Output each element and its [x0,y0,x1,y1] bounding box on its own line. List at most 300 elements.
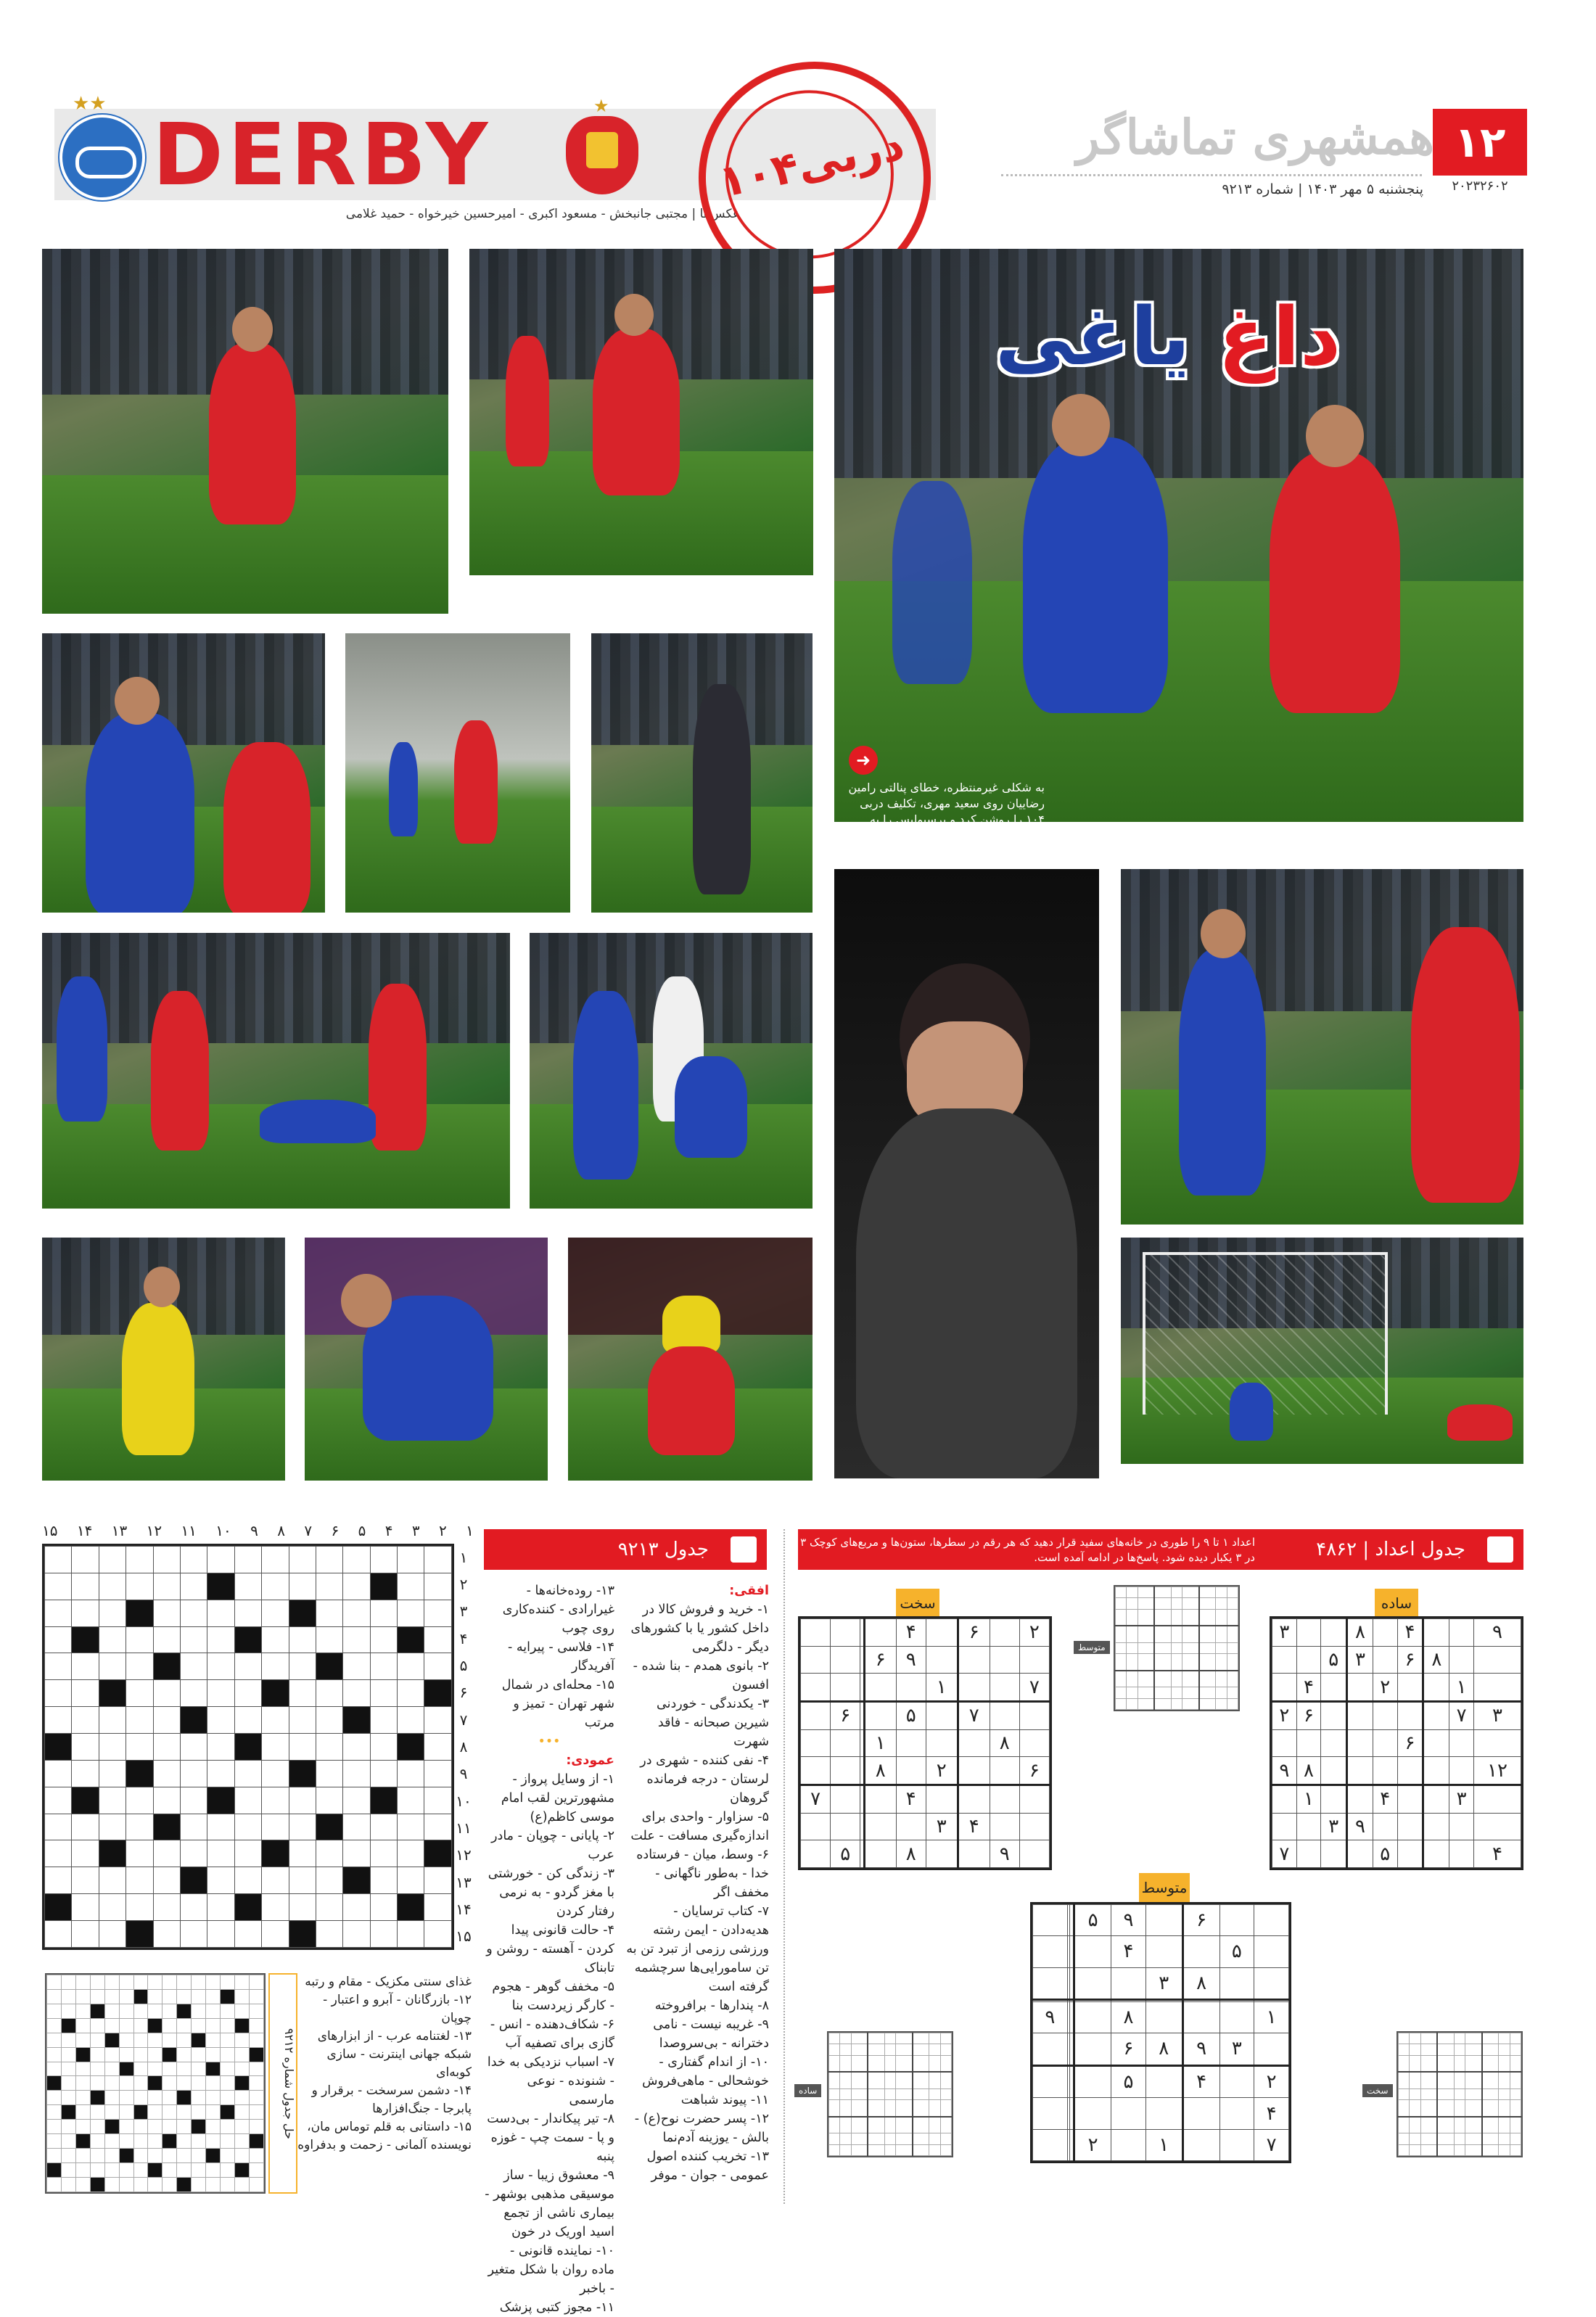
sudoku-cell[interactable] [1182,2098,1219,2129]
crossword-cell[interactable] [234,1573,261,1600]
crossword-cell[interactable] [316,1573,342,1600]
crossword-cell[interactable] [343,1547,370,1573]
crossword-cell[interactable] [424,1787,452,1814]
sudoku-cell[interactable] [926,1646,958,1674]
crossword-cell[interactable] [424,1921,452,1948]
sudoku-cell[interactable] [1111,2098,1146,2129]
sudoku-cell[interactable] [801,1729,831,1757]
sudoku-cell[interactable] [1182,2001,1219,2033]
crossword-cell[interactable] [424,1573,452,1600]
sudoku-cell[interactable] [1321,1840,1347,1868]
crossword-cell[interactable] [262,1760,289,1787]
crossword-cell[interactable] [72,1547,99,1573]
crossword-cell[interactable] [180,1734,207,1761]
crossword-cell[interactable] [424,1760,452,1787]
crossword-cell[interactable] [180,1547,207,1573]
sudoku-cell[interactable] [1033,2098,1068,2129]
sudoku-cell[interactable] [1347,1757,1373,1785]
crossword-cell[interactable] [262,1653,289,1680]
crossword-cell[interactable] [72,1840,99,1867]
sudoku-cell[interactable] [831,1757,860,1785]
crossword-cell[interactable] [262,1600,289,1626]
crossword-cell[interactable] [72,1867,99,1894]
crossword-cell[interactable] [45,1921,72,1948]
crossword-cell[interactable] [262,1573,289,1600]
crossword-cell[interactable] [153,1760,180,1787]
crossword-cell[interactable] [234,1867,261,1894]
crossword-cell[interactable] [398,1680,424,1707]
crossword-cell[interactable] [370,1894,397,1921]
crossword-cell[interactable] [262,1707,289,1734]
crossword-cell[interactable] [99,1626,126,1653]
sudoku-cell[interactable] [1321,1674,1347,1702]
crossword-cell[interactable] [207,1547,234,1573]
sudoku-cell[interactable] [1321,1619,1347,1647]
sudoku-cell[interactable] [1373,1701,1397,1729]
sudoku-hard[interactable] [798,1616,1052,1870]
crossword-cell[interactable] [72,1573,99,1600]
sudoku-cell[interactable] [896,1674,926,1702]
crossword-cell[interactable] [262,1894,289,1921]
sudoku-cell[interactable] [1033,1905,1068,1936]
sudoku-cell[interactable] [831,1646,860,1674]
crossword-cell[interactable] [45,1760,72,1787]
sudoku-cell[interactable] [1145,1936,1182,1967]
crossword-cell[interactable] [343,1787,370,1814]
sudoku-cell[interactable] [1449,1619,1474,1647]
crossword-cell[interactable] [234,1760,261,1787]
crossword-cell[interactable] [126,1734,153,1761]
crossword-cell[interactable] [72,1894,99,1921]
crossword-cell[interactable] [316,1680,342,1707]
sudoku-cell[interactable] [1272,1646,1297,1674]
sudoku-cell[interactable] [1296,1729,1321,1757]
crossword-cell[interactable] [207,1680,234,1707]
sudoku-cell[interactable] [1473,1729,1521,1757]
sudoku-cell[interactable] [1111,2129,1146,2160]
sudoku-cell[interactable] [1219,2098,1254,2129]
crossword-cell[interactable] [370,1734,397,1761]
crossword-cell[interactable] [234,1707,261,1734]
crossword-cell[interactable] [289,1894,316,1921]
crossword-cell[interactable] [45,1867,72,1894]
sudoku-cell[interactable] [1373,1729,1397,1757]
sudoku-cell[interactable] [1373,1619,1397,1647]
crossword-cell[interactable] [424,1707,452,1734]
sudoku-cell[interactable] [1296,1813,1321,1840]
sudoku-cell[interactable] [864,1813,896,1840]
crossword-cell[interactable] [207,1734,234,1761]
sudoku-cell[interactable] [1074,2065,1111,2098]
sudoku-cell[interactable] [1449,1729,1474,1757]
crossword-cell[interactable] [398,1787,424,1814]
crossword-cell[interactable] [153,1787,180,1814]
sudoku-cell[interactable] [1397,1785,1423,1814]
crossword-cell[interactable] [234,1787,261,1814]
crossword-cell[interactable] [370,1680,397,1707]
crossword-cell[interactable] [126,1867,153,1894]
crossword-cell[interactable] [398,1653,424,1680]
crossword-cell[interactable] [126,1707,153,1734]
crossword-cell[interactable] [424,1547,452,1573]
crossword-cell[interactable] [126,1814,153,1840]
crossword-cell[interactable] [153,1894,180,1921]
crossword-cell[interactable] [153,1600,180,1626]
crossword-cell[interactable] [343,1894,370,1921]
crossword-cell[interactable] [370,1921,397,1948]
crossword-cell[interactable] [99,1894,126,1921]
crossword-cell[interactable] [153,1840,180,1867]
crossword-cell[interactable] [207,1707,234,1734]
sudoku-cell[interactable] [1219,1905,1254,1936]
crossword-cell[interactable] [99,1653,126,1680]
crossword-cell[interactable] [398,1600,424,1626]
sudoku-cell[interactable] [1347,1674,1373,1702]
crossword-cell[interactable] [99,1547,126,1573]
crossword-cell[interactable] [207,1867,234,1894]
sudoku-cell[interactable] [1219,2065,1254,2098]
crossword-cell[interactable] [99,1814,126,1840]
crossword-cell[interactable] [370,1547,397,1573]
sudoku-cell[interactable] [990,1701,1019,1729]
crossword-cell[interactable] [72,1814,99,1840]
crossword-cell[interactable] [343,1680,370,1707]
crossword-cell[interactable] [180,1680,207,1707]
sudoku-cell[interactable] [801,1757,831,1785]
crossword-cell[interactable] [153,1707,180,1734]
crossword-cell[interactable] [234,1653,261,1680]
sudoku-cell[interactable] [1423,1757,1449,1785]
crossword-cell[interactable] [153,1734,180,1761]
crossword-cell[interactable] [126,1626,153,1653]
crossword-cell[interactable] [153,1573,180,1600]
sudoku-cell[interactable] [1423,1619,1449,1647]
sudoku-cell[interactable] [1074,2098,1111,2129]
sudoku-cell[interactable] [1074,2033,1111,2066]
sudoku-cell[interactable] [1272,1674,1297,1702]
sudoku-cell[interactable] [1033,1967,1068,2000]
crossword-cell[interactable] [343,1814,370,1840]
crossword-cell[interactable] [207,1814,234,1840]
sudoku-cell[interactable] [1296,1646,1321,1674]
sudoku-cell[interactable] [896,1813,926,1840]
crossword-cell[interactable] [180,1600,207,1626]
crossword-cell[interactable] [234,1840,261,1867]
sudoku-cell[interactable] [1145,2001,1182,2033]
crossword-cell[interactable] [370,1814,397,1840]
sudoku-cell[interactable] [1397,1813,1423,1840]
crossword-cell[interactable] [398,1547,424,1573]
sudoku-cell[interactable] [1019,1646,1049,1674]
sudoku-cell[interactable] [1423,1701,1449,1729]
crossword-cell[interactable] [343,1840,370,1867]
crossword-cell[interactable] [316,1547,342,1573]
sudoku-cell[interactable] [1449,1646,1474,1674]
sudoku-cell[interactable] [1296,1840,1321,1868]
crossword-cell[interactable] [316,1840,342,1867]
crossword-cell[interactable] [289,1626,316,1653]
crossword-cell[interactable] [289,1814,316,1840]
crossword-cell[interactable] [207,1626,234,1653]
crossword-cell[interactable] [370,1867,397,1894]
sudoku-cell[interactable] [1111,1967,1146,2000]
crossword-cell[interactable] [262,1547,289,1573]
crossword-cell[interactable] [343,1573,370,1600]
sudoku-cell[interactable] [1074,1967,1111,2000]
crossword-cell[interactable] [234,1680,261,1707]
crossword-cell[interactable] [180,1921,207,1948]
crossword-cell[interactable] [99,1707,126,1734]
sudoku-cell[interactable] [831,1813,860,1840]
crossword-cell[interactable] [45,1653,72,1680]
crossword-cell[interactable] [370,1840,397,1867]
crossword-cell[interactable] [126,1653,153,1680]
sudoku-medium[interactable] [1030,1902,1291,2163]
sudoku-cell[interactable] [1347,1701,1373,1729]
crossword-cell[interactable] [126,1573,153,1600]
crossword-cell[interactable] [316,1734,342,1761]
crossword-cell[interactable] [99,1734,126,1761]
sudoku-cell[interactable] [958,1785,990,1814]
sudoku-cell[interactable] [1449,1813,1474,1840]
sudoku-cell[interactable] [926,1840,958,1868]
crossword-cell[interactable] [126,1680,153,1707]
sudoku-cell[interactable] [1254,1905,1289,1936]
crossword-cell[interactable] [316,1760,342,1787]
crossword-cell[interactable] [234,1814,261,1840]
sudoku-cell[interactable] [926,1619,958,1647]
sudoku-cell[interactable] [1397,1674,1423,1702]
sudoku-cell[interactable] [1254,2033,1289,2066]
crossword-cell[interactable] [370,1626,397,1653]
sudoku-cell[interactable] [1321,1701,1347,1729]
crossword-cell[interactable] [398,1921,424,1948]
sudoku-cell[interactable] [1321,1729,1347,1757]
sudoku-cell[interactable] [1473,1785,1521,1814]
crossword-cell[interactable] [370,1600,397,1626]
sudoku-cell[interactable] [1033,2129,1068,2160]
sudoku-cell[interactable] [1373,1646,1397,1674]
crossword-cell[interactable] [72,1653,99,1680]
crossword-cell[interactable] [45,1680,72,1707]
crossword-cell[interactable] [424,1894,452,1921]
sudoku-cell[interactable] [864,1701,896,1729]
crossword-cell[interactable] [153,1867,180,1894]
crossword-cell[interactable] [99,1600,126,1626]
crossword-cell[interactable] [316,1894,342,1921]
crossword-cell[interactable] [370,1760,397,1787]
crossword-cell[interactable] [343,1626,370,1653]
sudoku-cell[interactable] [831,1785,860,1814]
crossword-cell[interactable] [153,1547,180,1573]
crossword-cell[interactable] [316,1867,342,1894]
crossword-cell[interactable] [343,1760,370,1787]
crossword-cell[interactable] [398,1573,424,1600]
crossword-cell[interactable] [316,1600,342,1626]
crossword-cell[interactable] [289,1680,316,1707]
crossword-cell[interactable] [289,1787,316,1814]
crossword-cell[interactable] [45,1573,72,1600]
sudoku-cell[interactable] [1321,1757,1347,1785]
sudoku-cell[interactable] [990,1757,1019,1785]
crossword-grid[interactable] [42,1544,454,1950]
sudoku-cell[interactable] [958,1840,990,1868]
crossword-cell[interactable] [99,1573,126,1600]
crossword-cell[interactable] [207,1921,234,1948]
sudoku-cell[interactable] [801,1646,831,1674]
crossword-cell[interactable] [234,1921,261,1948]
crossword-cell[interactable] [180,1626,207,1653]
sudoku-cell[interactable] [1397,1840,1423,1868]
sudoku-cell[interactable] [1423,1785,1449,1814]
crossword-cell[interactable] [72,1760,99,1787]
sudoku-cell[interactable] [990,1785,1019,1814]
crossword-cell[interactable] [207,1840,234,1867]
sudoku-cell[interactable] [1272,1785,1297,1814]
sudoku-cell[interactable] [1219,2001,1254,2033]
sudoku-cell[interactable] [1254,1936,1289,1967]
crossword-cell[interactable] [289,1707,316,1734]
crossword-cell[interactable] [180,1787,207,1814]
sudoku-cell[interactable] [831,1619,860,1647]
sudoku-cell[interactable] [1423,1840,1449,1868]
crossword-cell[interactable] [180,1894,207,1921]
crossword-cell[interactable] [289,1573,316,1600]
crossword-cell[interactable] [45,1626,72,1653]
sudoku-cell[interactable] [1019,1813,1049,1840]
sudoku-cell[interactable] [926,1785,958,1814]
sudoku-cell[interactable] [1033,2033,1068,2066]
crossword-cell[interactable] [126,1894,153,1921]
sudoku-cell[interactable] [1272,1813,1297,1840]
sudoku-cell[interactable] [801,1813,831,1840]
crossword-cell[interactable] [126,1787,153,1814]
crossword-cell[interactable] [207,1894,234,1921]
crossword-cell[interactable] [153,1680,180,1707]
sudoku-cell[interactable] [1473,1813,1521,1840]
sudoku-cell[interactable] [801,1674,831,1702]
crossword-cell[interactable] [262,1734,289,1761]
sudoku-cell[interactable] [1397,1701,1423,1729]
crossword-cell[interactable] [72,1680,99,1707]
crossword-cell[interactable] [45,1547,72,1573]
sudoku-cell[interactable] [958,1729,990,1757]
crossword-cell[interactable] [45,1707,72,1734]
sudoku-cell[interactable] [1019,1729,1049,1757]
sudoku-cell[interactable] [990,1674,1019,1702]
crossword-cell[interactable] [72,1734,99,1761]
crossword-cell[interactable] [99,1760,126,1787]
sudoku-cell[interactable] [958,1757,990,1785]
crossword-cell[interactable] [370,1707,397,1734]
crossword-cell[interactable] [180,1840,207,1867]
crossword-cell[interactable] [289,1734,316,1761]
sudoku-cell[interactable] [926,1701,958,1729]
sudoku-cell[interactable] [831,1729,860,1757]
crossword-cell[interactable] [180,1814,207,1840]
crossword-cell[interactable] [72,1600,99,1626]
sudoku-cell[interactable] [896,1729,926,1757]
sudoku-cell[interactable] [1019,1701,1049,1729]
crossword-cell[interactable] [398,1867,424,1894]
sudoku-cell[interactable] [896,1757,926,1785]
sudoku-cell[interactable] [1019,1785,1049,1814]
sudoku-cell[interactable] [1074,1936,1111,1967]
sudoku-cell[interactable] [801,1619,831,1647]
sudoku-cell[interactable] [864,1785,896,1814]
sudoku-cell[interactable] [1373,1813,1397,1840]
crossword-cell[interactable] [424,1734,452,1761]
sudoku-cell[interactable] [958,1674,990,1702]
sudoku-cell[interactable] [1347,1729,1373,1757]
sudoku-cell[interactable] [926,1729,958,1757]
sudoku-cell[interactable] [1272,1729,1297,1757]
crossword-cell[interactable] [289,1547,316,1573]
crossword-cell[interactable] [262,1626,289,1653]
crossword-cell[interactable] [316,1626,342,1653]
sudoku-cell[interactable] [1219,1967,1254,2000]
sudoku-cell[interactable] [1397,1757,1423,1785]
crossword-cell[interactable] [72,1921,99,1948]
sudoku-cell[interactable] [1019,1840,1049,1868]
crossword-cell[interactable] [424,1600,452,1626]
crossword-cell[interactable] [262,1814,289,1840]
sudoku-cell[interactable] [1423,1813,1449,1840]
crossword-cell[interactable] [99,1787,126,1814]
crossword-cell[interactable] [424,1814,452,1840]
sudoku-cell[interactable] [1033,1936,1068,1967]
crossword-cell[interactable] [289,1653,316,1680]
sudoku-cell[interactable] [1347,1840,1373,1868]
crossword-cell[interactable] [289,1867,316,1894]
crossword-cell[interactable] [398,1760,424,1787]
sudoku-cell[interactable] [864,1619,896,1647]
crossword-cell[interactable] [180,1760,207,1787]
sudoku-cell[interactable] [1473,1646,1521,1674]
crossword-cell[interactable] [424,1653,452,1680]
crossword-cell[interactable] [207,1653,234,1680]
sudoku-cell[interactable] [1033,2065,1068,2098]
crossword-cell[interactable] [153,1921,180,1948]
sudoku-cell[interactable] [1219,2129,1254,2160]
crossword-cell[interactable] [316,1707,342,1734]
crossword-cell[interactable] [316,1921,342,1948]
sudoku-cell[interactable] [1074,2001,1111,2033]
sudoku-cell[interactable] [831,1674,860,1702]
crossword-cell[interactable] [99,1867,126,1894]
sudoku-cell[interactable] [990,1646,1019,1674]
sudoku-cell[interactable] [864,1674,896,1702]
crossword-cell[interactable] [126,1547,153,1573]
sudoku-cell[interactable] [1449,1757,1474,1785]
crossword-cell[interactable] [424,1867,452,1894]
sudoku-cell[interactable] [1182,1936,1219,1967]
crossword-cell[interactable] [180,1653,207,1680]
crossword-cell[interactable] [343,1921,370,1948]
crossword-cell[interactable] [99,1921,126,1948]
sudoku-cell[interactable] [1145,2098,1182,2129]
sudoku-cell[interactable] [1145,1905,1182,1936]
sudoku-cell[interactable] [1423,1674,1449,1702]
crossword-cell[interactable] [289,1840,316,1867]
sudoku-cell[interactable] [990,1619,1019,1647]
crossword-cell[interactable] [126,1840,153,1867]
crossword-cell[interactable] [153,1626,180,1653]
sudoku-cell[interactable] [1347,1785,1373,1814]
crossword-cell[interactable] [234,1547,261,1573]
sudoku-cell[interactable] [1373,1757,1397,1785]
crossword-cell[interactable] [262,1787,289,1814]
